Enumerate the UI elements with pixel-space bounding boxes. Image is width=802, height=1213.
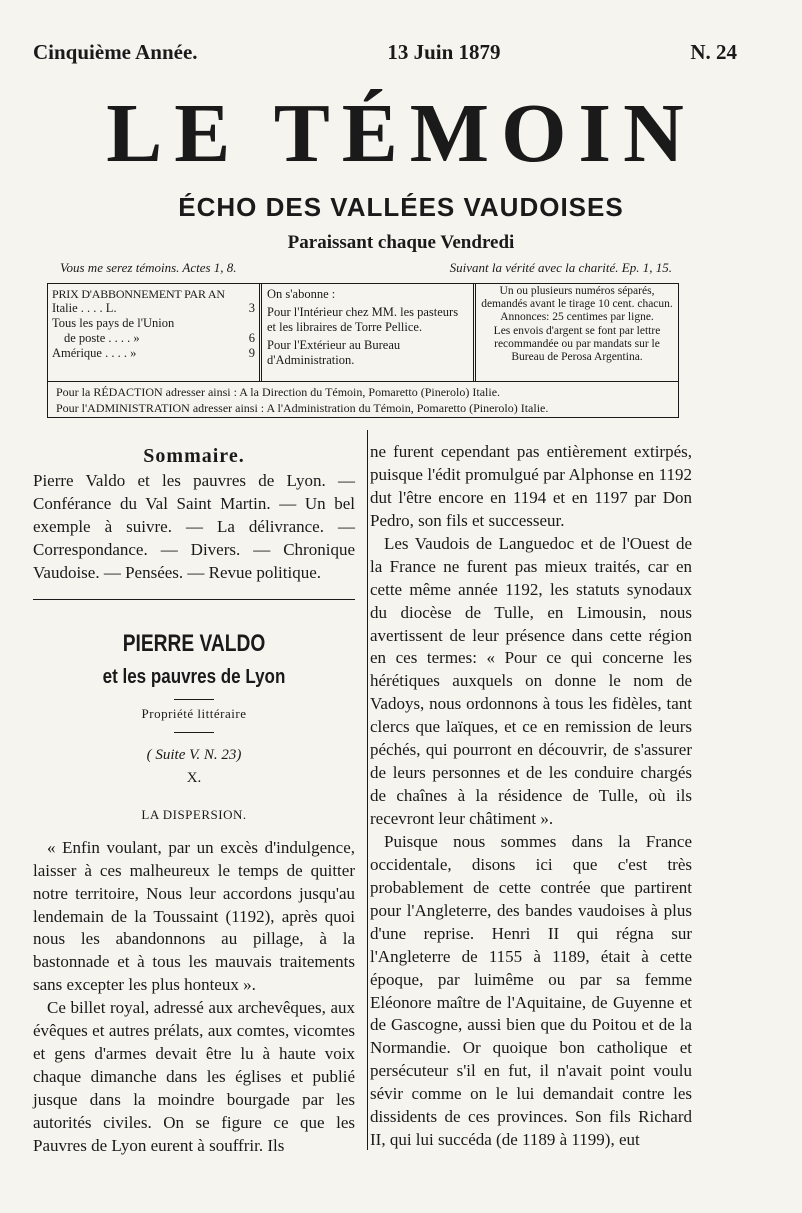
publication-frequency: Paraissant chaque Vendredi [287, 232, 515, 253]
sommaire-title: Sommaire. [143, 445, 245, 467]
paragraph: « Enfin voulant, par un excès d'indulgence, laisser à ces malheureux le temps de quitter notre territoire, Nous leur accordons jusqu'au lendemain de la Toussaint (1192), après quoi nous les abandonnons au pillage, à la bastonnade et à tous les mauvais traitements sans excepter les plus honteux ». [33, 837, 355, 995]
numbers-note: Un ou plusieurs numéros séparés, demandés avant le tirage 10 cent. chacun. [481, 285, 673, 311]
header-line [33, 40, 737, 65]
price-row: Amérique . . . . » 9 [52, 346, 255, 361]
price-row: Italie . . . . L. 3 [52, 301, 255, 316]
newspaper-title: LE TÉMOIN [106, 87, 696, 180]
suite-note: ( Suite V. N. 23) [146, 746, 242, 763]
column-divider [367, 430, 368, 1150]
subscription-notes [476, 284, 678, 381]
redaction-address: Pour la RÉDACTION adresser ainsi : A la Direction du Témoin, Pomaretto (Pinerolo) Italie. [56, 385, 501, 399]
newspaper-subtitle: ÉCHO DES VALLÉES VAUDOISES [178, 192, 624, 222]
right-column [370, 441, 692, 1152]
divider-dash [174, 699, 214, 700]
sommaire-text: Pierre Valdo et les pauvres de Lyon. — Conférance du Val Saint Martin. — Un bel exemple à suivre. — La délivrance. — Correspondance. — Divers. — Chronique Vaudoise. — Pensées. — Revue politique. [33, 471, 355, 582]
section-divider [33, 599, 355, 600]
paragraph: Les Vaudois de Languedoc et de l'Ouest de la France ne furent pas mieux traités, car en cette même année 1192, les statuts synodaux du diocèse de Tulle, en Limousin, nous avertissent de leur présence dans cette région en ces termes: « Pour ce qui concerne les hérétiques auxquels on donne le nom de Vadoys, nous ordonnons à tous les fidèles, tant clercs que laïques, et ce en remission de leurs péchés, qui pourront en découvrir, de s'assurer de leurs personnes et de les conduire chargés de chaînes à la résidence de Tulle, où ils recevront leur châtiment ». [370, 533, 692, 828]
paragraph: Ce billet royal, adressé aux archevêques, aux évêques et autres prélats, aux comtes, vicomtes et gens d'armes devait être lu à haute voix chaque dimanche dans les églises et publié jusque dans la moindre bourgade par les autorités civiles. On se figure ce que les Pauvres de Lyon eurent à souffrir. Ils [33, 998, 355, 1155]
article-body-right [370, 441, 692, 1152]
chapter-number: X. [186, 769, 202, 786]
chapter-title: LA DISPERSION. [141, 806, 247, 822]
motto-right: Suivant la vérité avec la charité. Ep. 1, 15. [449, 260, 672, 275]
motto-left: Vous me serez témoins. Actes 1, 8. [60, 260, 237, 275]
administration-address: Pour l'ADMINISTRATION adresser ainsi : A l'Administration du Témoin, Pomaretto (Pinerolo) Italie. [56, 400, 549, 415]
divider-dash [174, 732, 214, 733]
subscription-heading: PRIX D'ABBONNEMENT PAR AN [52, 287, 225, 301]
issue-date: 13 Juin 1879 [387, 40, 501, 64]
left-column [33, 445, 355, 1158]
subscription-box [47, 283, 679, 418]
subscription-where [262, 284, 476, 381]
price-row: de poste . . . . » 6 [64, 331, 255, 346]
article-body-left [33, 837, 355, 1158]
property-note: Propriété littéraire [141, 705, 247, 721]
year-label: Cinquième Année. [33, 40, 198, 64]
ads-note: Annonces: 25 centimes par ligne. [500, 311, 654, 324]
subscribe-heading: On s'abonne : [267, 287, 336, 301]
addresses [48, 382, 678, 416]
mottos [60, 260, 672, 276]
paragraph: ne furent cependant pas entièrement extirpés, puisque l'édit promulgué par Alphonse en 1192 dut l'être encore en 1194 et en 1197 par Don Pedro, son fils et successeur. [370, 442, 692, 530]
paragraph: Puisque nous sommes dans la France occidentale, disons ici que c'est très probablement de cette contrée que partirent pour l'Angleterre, des bandes vaudoises à plus d'une reprise. Henri II qui régna sur l'Angleterre de 1155 à 1189, était à cette époque, par luimême ou par sa femme Eléonore maître de l'Aquitaine, de Guyenne et de Gascogne, aussi bien que du Poitou et de la Normandie. Or quoique bon catholique et persécuteur s'il en fut, il n'avait point voulu sévir comme on le lui demandait contre les dissidents de ces provinces. Son fils Richard II, qui lui succéda (de 1189 à 1199), eut [370, 831, 692, 1150]
article-subtitle: et les pauvres de Lyon [102, 665, 286, 688]
subscription-prices [48, 284, 262, 381]
subscribe-exterior: Pour l'Extérieur au Bureau d'Administration. [267, 338, 401, 367]
price-row: Tous les pays de l'Union [52, 316, 175, 331]
subscribe-interior: Pour l'Intérieur chez MM. les pasteurs et les libraires de Torre Pellice. [267, 305, 459, 334]
money-note: Les envois d'argent se font par lettre recommandée ou par mandats sur le Bureau de Perosa Argentina. [493, 324, 661, 364]
issue-number: N. 24 [690, 40, 737, 64]
article-title: PIERRE VALDO [122, 629, 266, 657]
